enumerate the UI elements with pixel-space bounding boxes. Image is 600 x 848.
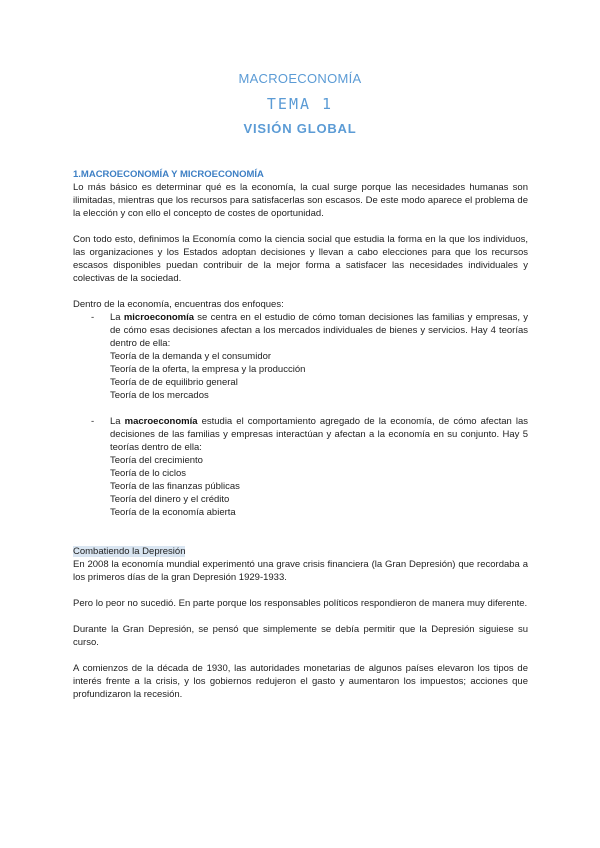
list-item: Teoría de las finanzas públicas bbox=[110, 481, 240, 492]
macro-theories bbox=[73, 454, 528, 519]
list-item: Teoría del dinero y el crédito bbox=[110, 494, 230, 505]
section-heading-2: Combatiendo la Depresión bbox=[73, 546, 186, 557]
paragraph: Durante la Gran Depresión, se pensó que simplemente se debía permitir que la Depresión siguiese su curso. bbox=[73, 624, 528, 648]
bullet-marker: - bbox=[91, 312, 95, 323]
list-item: Teoría de la oferta, la empresa y la producción bbox=[110, 364, 306, 375]
document-title: MACROECONOMÍA bbox=[238, 71, 362, 86]
list-item: Teoría del crecimiento bbox=[110, 455, 203, 466]
list-item-micro: - La microeconomía se centra en el estudio de cómo toman decisiones las familias y empresas, y de cómo esas decisiones afectan a los mercados individuales de bienes y servicios. Hay 4 teorías dentro de ella: bbox=[91, 312, 528, 349]
list-item: Teoría de lo ciclos bbox=[110, 468, 187, 479]
bullet-marker: - bbox=[91, 416, 95, 427]
paragraph: Pero lo peor no sucedió. En parte porque los responsables políticos respondieron de manera muy diferente. bbox=[73, 598, 528, 609]
list-item: Teoría de de equilibrio general bbox=[110, 377, 238, 388]
term-macroeconomia: macroeconomía bbox=[124, 416, 198, 427]
paragraph: A comienzos de la década de 1930, las autoridades monetarias de algunos países elevaron los tipos de interés frente a la crisis, y los gobiernos redujeron el gasto y aumentaron los impuestos; acciones que profundizaron la recesión. bbox=[73, 663, 528, 700]
paragraph: Dentro de la economía, encuentras dos enfoques: bbox=[73, 299, 284, 310]
section-title: VISIÓN GLOBAL bbox=[243, 121, 357, 136]
list-item-macro: - La macroeconomía estudia el comportamiento agregado de la economía, de cómo afectan las decisiones de las familias y empresas interactúan y afectan a la economía en su conjunto. Hay 5 teorías dentro de ella: bbox=[91, 416, 528, 453]
micro-theories bbox=[73, 350, 528, 402]
list-item: Teoría de los mercados bbox=[110, 390, 209, 401]
list-item: Teoría de la demanda y el consumidor bbox=[110, 351, 272, 362]
paragraph: Lo más básico es determinar qué es la economía, la cual surge porque las necesidades humanas son ilimitadas, mientras que los recursos para satisfacerlas son escasos. De este modo aparece el problema de la elección y con ello el concepto de costes de oportunidad. bbox=[73, 182, 528, 219]
paragraph: Con todo esto, definimos la Economía como la ciencia social que estudia la forma en la que los individuos, las organizaciones y los Estados adoptan decisiones y llevan a cabo elecciones para que los recursos escasos disponibles puedan contribuir de la mejor forma a satisfacer las necesidades individuales y colectivas de la sociedad. bbox=[73, 234, 528, 284]
paragraph: En 2008 la economía mundial experimentó una grave crisis financiera (la Gran Depresión) que recordaba a los primeros días de la gran Depresión 1929-1933. bbox=[73, 559, 528, 583]
term-microeconomia: microeconomía bbox=[123, 312, 195, 323]
list-item: Teoría de la economía abierta bbox=[110, 507, 236, 518]
document-body bbox=[73, 168, 528, 701]
document-subtitle: TEMA 1 bbox=[266, 95, 334, 113]
section-heading-1: 1.MACROECONOMÍA Y MICROECONOMÍA bbox=[73, 169, 264, 180]
